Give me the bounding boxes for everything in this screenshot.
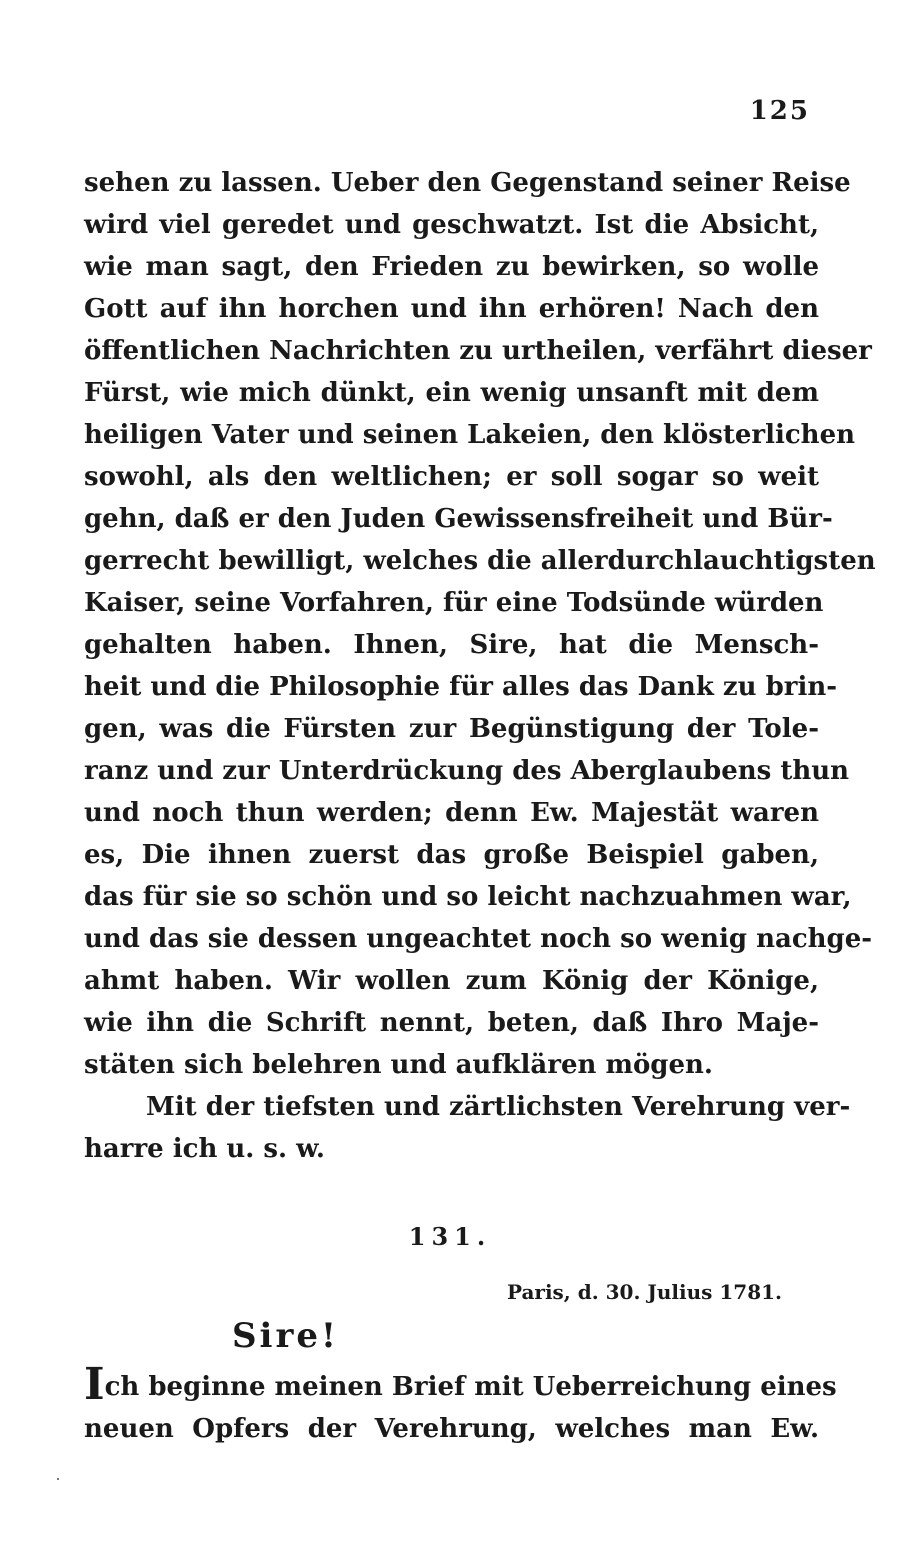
body-line: ranz und zur Unterdrückung des Aberglaubens thun (84, 756, 850, 786)
body-line: gerrecht bewilligt, welches die allerdurchlauchtigsten (84, 546, 876, 576)
body-line: und das sie dessen ungeachtet noch so wenig nachge- (84, 924, 873, 954)
body-line: sehen zu lassen. Ueber den Gegenstand seiner Reise (84, 168, 851, 198)
letter-number: 131. (408, 1222, 492, 1251)
body-line: wie man sagt, den Frieden zu bewirken, so wolle (84, 252, 819, 282)
page-number: 125 (749, 96, 810, 126)
body-line: heit und die Philosophie für alles das Dank zu brin- (84, 672, 838, 702)
dateline: Paris, d. 30. Julius 1781. (506, 1280, 782, 1304)
letter-line (84, 1359, 837, 1410)
body-line: gehalten haben. Ihnen, Sire, hat die Mensch- (84, 630, 819, 660)
letter-line: neuen Opfers der Verehrung, welches man Ew. (84, 1414, 819, 1444)
page-speck (57, 1478, 59, 1480)
body-line: Mit der tiefsten und zärtlichsten Verehrung ver- (146, 1092, 851, 1122)
drop-initial: I (84, 1359, 105, 1410)
letter-line-text: ch beginne meinen Brief mit Ueberreichung eines (104, 1372, 837, 1402)
body-line: wie ihn die Schrift nennt, beten, daß Ihro Maje- (84, 1008, 819, 1038)
body-line: und noch thun werden; denn Ew. Majestät waren (84, 798, 819, 828)
body-line: harre ich u. s. w. (84, 1134, 325, 1164)
body-line: es, Die ihnen zuerst das große Beispiel gaben, (84, 840, 819, 870)
body-line: ahmt haben. Wir wollen zum König der Könige, (84, 966, 819, 996)
salutation: Sire! (232, 1316, 339, 1356)
body-line: sowohl, als den weltlichen; er soll sogar so weit (84, 462, 819, 492)
body-line: heiligen Vater und seinen Lakeien, den klösterlichen (84, 420, 856, 450)
body-line: Gott auf ihn horchen und ihn erhören! Nach den (84, 294, 819, 324)
body-text (84, 162, 876, 1170)
body-line: gen, was die Fürsten zur Begünstigung der Tole- (84, 714, 819, 744)
body-line: das für sie so schön und so leicht nachzuahmen war, (84, 882, 852, 912)
body-line: gehn, daß er den Juden Gewissensfreiheit und Bür- (84, 504, 833, 534)
body-line: stäten sich belehren und aufklären mögen. (84, 1050, 713, 1080)
body-line: wird viel geredet und geschwatzt. Ist die Absicht, (84, 210, 819, 240)
letter-body (84, 1359, 837, 1450)
body-line: Fürst, wie mich dünkt, ein wenig unsanft mit dem (84, 378, 819, 408)
body-line: Kaiser, seine Vorfahren, für eine Todsünde würden (84, 588, 824, 618)
body-line: öffentlichen Nachrichten zu urtheilen, verfährt dieser (84, 336, 872, 366)
